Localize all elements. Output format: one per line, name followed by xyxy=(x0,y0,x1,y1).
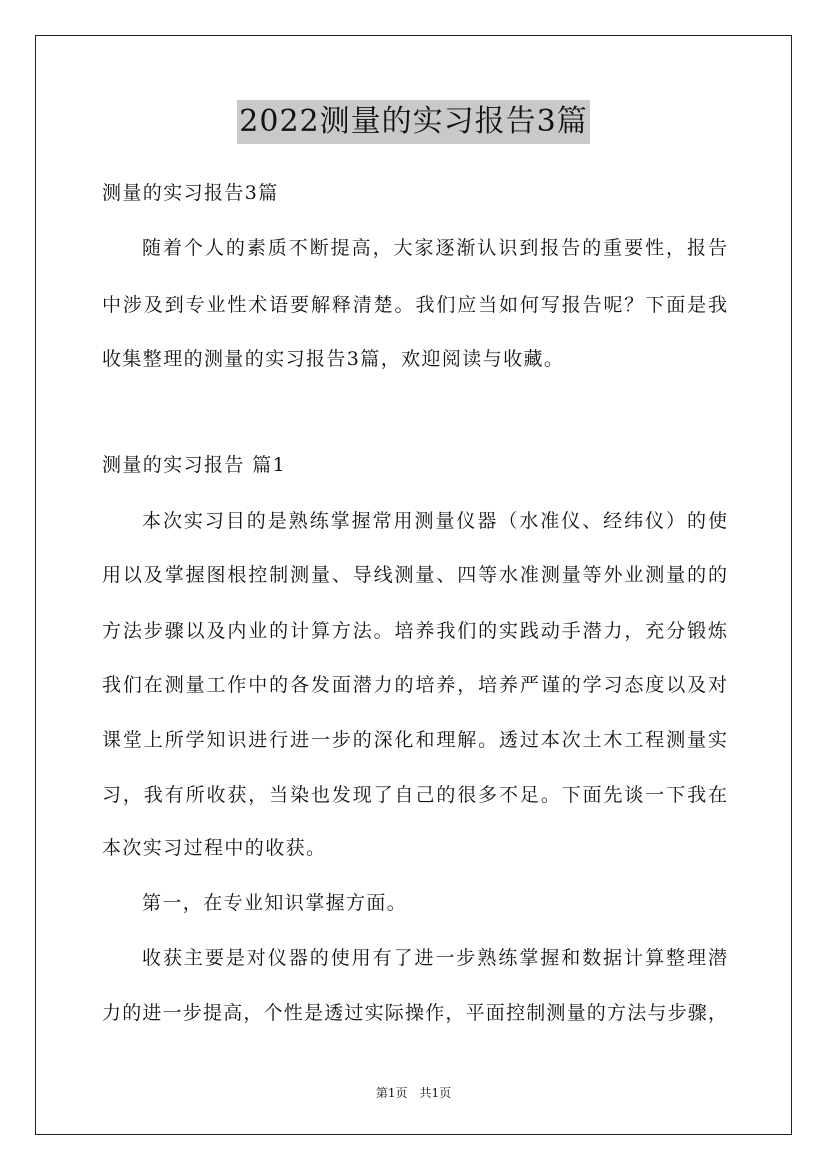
intro-line: 随着个人的素质不断提高，大家逐渐认识到报告的重要性，报告 xyxy=(142,237,727,259)
section-line: 课堂上所学知识进行进一步的深化和理解。透过本次土木工程测量实 xyxy=(102,729,727,751)
intro-line: 中涉及到专业性术语要解释清楚。我们应当如何写报告呢？下面是我 xyxy=(102,294,727,316)
section-line: 本次实习目的是熟练掌握常用测量仪器（水准仪、经纬仪）的使 xyxy=(142,510,727,532)
section-heading: 测量的实习报告 篇1 xyxy=(102,454,287,476)
section-line: 我们在测量工作中的各发面潜力的培养，培养严谨的学习态度以及对 xyxy=(102,674,727,696)
document-title-block xyxy=(0,100,827,144)
section-line: 本次实习过程中的收获。 xyxy=(102,837,327,859)
section-line: 习，我有所收获，当染也发现了自己的很多不足。下面先谈一下我在 xyxy=(102,784,727,806)
section-line: 用以及掌握图根控制测量、导线测量、四等水准测量等外业测量的的 xyxy=(102,564,727,586)
intro-line: 收集整理的测量的实习报告3篇，欢迎阅读与收藏。 xyxy=(102,348,565,370)
subtitle: 测量的实习报告3篇 xyxy=(102,182,279,204)
point-line: 力的进一步提高，个性是透过实际操作，平面控制测量的方法与步骤， xyxy=(102,1002,727,1024)
section-line: 方法步骤以及内业的计算方法。培养我们的实践动手潜力，充分锻炼 xyxy=(102,620,727,642)
point-one-heading: 第一，在专业知识掌握方面。 xyxy=(142,892,408,914)
point-line: 收获主要是对仪器的使用有了进一步熟练掌握和数据计算整理潜 xyxy=(142,947,727,969)
page-footer: 第1页 共1页 xyxy=(375,1086,452,1100)
document-title: 2022测量的实习报告3篇 xyxy=(237,100,589,144)
